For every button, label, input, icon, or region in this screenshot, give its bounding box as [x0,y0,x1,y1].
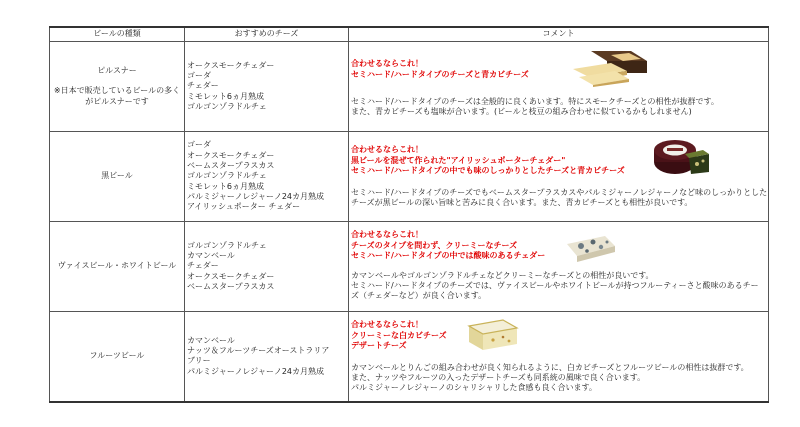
table-row [50,312,769,402]
cheese-item: ゴルゴンゾラドルチェ [187,240,267,250]
beer-type: フルーツビール [89,351,145,361]
comment-cell [349,42,769,132]
recommend-text: デザートチーズ [351,341,407,350]
cheese-list [185,222,349,312]
beer-type-cell [50,222,185,312]
comment-cell [349,222,769,312]
cheese-wheel-image [653,136,711,176]
recommend-heading: 合わせるならこれ！ [351,59,423,68]
comment-text: セミハード/ハードタイプのチーズは全般的に良くあいます。特にスモークチーズとの相性が抜群です。 [351,97,719,106]
beer-type: ピルスナー [97,66,137,76]
cheese-item: ゴルゴンゾラドルチェ [187,101,267,111]
table-row [50,42,769,132]
cheese-item: ナッツ＆フルーツチーズオーストラリア [187,345,330,355]
cheese-item: オークスモークチェダー [187,150,275,160]
recommend-heading: 合わせるならこれ！ [351,320,423,329]
beer-type: 黒ビール [101,171,133,181]
table-row [50,132,769,222]
cheese-list [185,312,349,402]
header-cheese: おすすめのチーズ [185,27,349,42]
cheese-list [185,42,349,132]
recommend-text: セミハード/ハードタイプの中でも味のしっかりとしたチーズと青カビチーズ [351,166,625,175]
comment-text: カマンベールやゴルゴンゾラドルチェなどクリーミーなチーズとの相性が良いです。 [351,270,654,280]
cheese-item: ベームスタープラスカス [187,281,275,291]
recommend-text: クリーミーな白カビチーズ [351,330,447,340]
cheese-item: オークスモークチェダー [187,60,275,70]
recommend-text: セミハード/ハードタイプのチーズと青カビチーズ [351,69,529,79]
cheese-item: ベームスタープラスカス [187,161,275,171]
comment-text: カマンベールとりんごの組み合わせが良く知られるように、白カビチーズとフルーツビールの相性は抜群です。 [351,362,749,372]
sliced-cheese-image [571,47,649,87]
comment-text: セミハード/ハードタイプのチーズでは、ヴァイスビールやホワイトビールが持つフルーティーさと酸味のあるチー [351,280,759,290]
recommend-text: セミハード/ハードタイプの中では酸味のあるチェダー [351,251,546,260]
table-row [50,222,769,312]
beer-type-cell [50,312,185,402]
recommend-text: 黒ビールを混ぜて作られた"アイリッシュポーターチェダー" [351,155,566,165]
cheese-item: チェダー [187,81,219,91]
comment-text: パルミジャーノレジャーノのシャリシャリした食感も良く合います。 [351,383,597,393]
cheese-item: ゴーダ [187,140,211,150]
comment-cell [349,132,769,222]
cheese-item: ゴーダ [187,71,211,81]
beer-type-cell [50,132,185,222]
header-comment: コメント [349,27,769,42]
comment-text: セミハード/ハードタイプのチーズでもベームスタープラスカスやパルミジャーノレジャーノなど味のしっかりとした [351,187,768,197]
cheese-item: ミモレット6ヵ月熟成 [187,181,265,191]
cheese-item: ブリー [187,356,211,366]
comment-text: チーズが黒ビールの深い旨味と苦みに良く合います。また、青カビチーズとも相性が良いです。 [351,197,693,207]
blue-cheese-image [565,232,617,262]
recommend-heading: 合わせるならこれ！ [351,230,423,239]
comment-text: また、ナッツやフルーツの入ったデザートチーズも同系統の風味で良く合います。 [351,372,646,382]
beer-cheese-table [49,26,769,403]
cheese-item: ミモレット6ヵ月熟成 [187,91,265,101]
comment-cell [349,312,769,402]
cheese-item: アイリッシュポーター チェダー [187,202,301,212]
recommend-text: チーズのタイプを問わず、クリーミーなチーズ [351,240,518,250]
cheese-list [185,132,349,222]
header-beer-type: ビールの種類 [50,27,185,42]
cheese-item: チェダー [187,261,219,271]
recommend-heading: 合わせるならこれ！ [351,145,423,154]
comment-text: また、青カビチーズも塩味が合います。(ビールと枝豆の組み合わせに似ているかもしれません) [351,107,692,117]
dessert-cheese-image [467,318,519,352]
cheese-item: パルミジャーノレジャーノ24カ月熟成 [187,366,325,376]
cheese-item: カマンベール [187,335,235,345]
cheese-item: カマンベール [187,251,235,261]
beer-type-cell [50,42,185,132]
cheese-item: パルミジャーノレジャーノ24カ月熟成 [187,191,325,201]
beer-note: ※日本で販売しているビールの多くがピルスナーです [53,86,181,106]
cheese-item: ゴルゴンゾラドルチェ [187,171,267,181]
cheese-item: オークスモークチェダー [187,271,275,281]
comment-text: ズ（チェダーなど）が良く合います。 [351,291,487,301]
beer-type: ヴァイスビール・ホワイトビール [57,261,177,271]
